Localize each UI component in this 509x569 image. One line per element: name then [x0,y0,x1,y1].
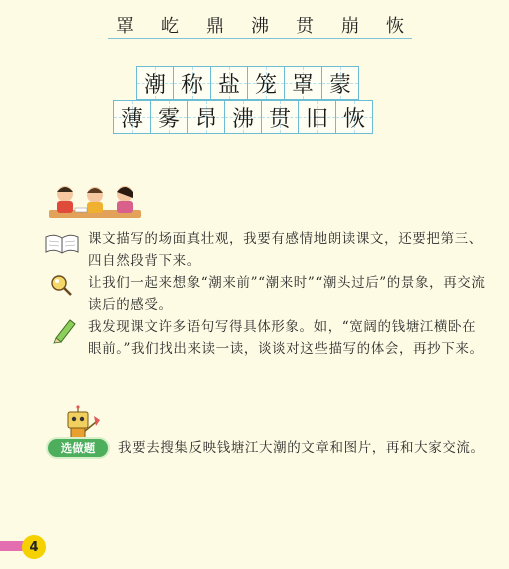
read-char: 贯 [296,16,314,37]
paragraph-read-aloud: 课文描写的场面真壮观，我要有感情地朗读课文，还要把第三、四自然段背下来。 [88,231,483,269]
grid-char: 盐 [217,72,240,98]
writing-grid-row-2 [114,100,373,134]
grid-cell [261,100,299,134]
read-characters-row [108,12,412,39]
grid-char: 罩 [291,72,314,98]
grid-char: 薄 [120,106,143,132]
page-number: 4 [22,535,46,559]
grid-char: 雾 [157,106,180,132]
grid-cell [321,66,359,100]
grid-cell [173,66,211,100]
optional-task-badge: 选做题 [48,439,108,457]
grid-cell [150,100,188,134]
read-char: 沸 [251,16,269,37]
grid-cell [187,100,225,134]
grid-char: 旧 [305,106,328,132]
grid-cell [224,100,262,134]
pencil-icon [50,316,78,344]
grid-cell [136,66,174,100]
grid-cell [113,100,151,134]
grid-char: 昂 [194,106,217,132]
grid-char: 恢 [342,106,365,132]
grid-cell [210,66,248,100]
writing-grid-row-1 [137,66,359,100]
open-book-icon [44,233,80,255]
grid-char: 蒙 [328,72,351,98]
paragraph-imagine: 让我们一起来想象“潮来前”“潮来时”“潮头过后”的景象，再交流读后的感受。 [88,275,486,313]
imagination-bulb-icon [48,273,74,299]
read-char: 屹 [161,16,179,37]
read-char: 恢 [386,16,404,37]
grid-cell [247,66,285,100]
read-char: 罩 [116,16,134,37]
grid-cell [335,100,373,134]
grid-char: 潮 [143,72,166,98]
paragraph-optional-task: 我要去搜集反映钱塘江大潮的文章和图片，再和大家交流。 [118,440,485,456]
grid-cell [298,100,336,134]
grid-char: 笼 [254,72,277,98]
children-discussion-illustration [45,180,145,222]
grid-char: 贯 [268,106,291,132]
read-char: 鼎 [206,16,224,37]
read-char: 崩 [341,16,359,37]
grid-char: 沸 [231,106,254,132]
paragraph-discover: 我发现课文许多语句写得具体形象。如，“宽阔的钱塘江横卧在眼前。”我们找出来读一读，谈谈对这些描写的体会，再抄下来。 [88,319,484,357]
grid-cell [284,66,322,100]
grid-char: 称 [180,72,203,98]
